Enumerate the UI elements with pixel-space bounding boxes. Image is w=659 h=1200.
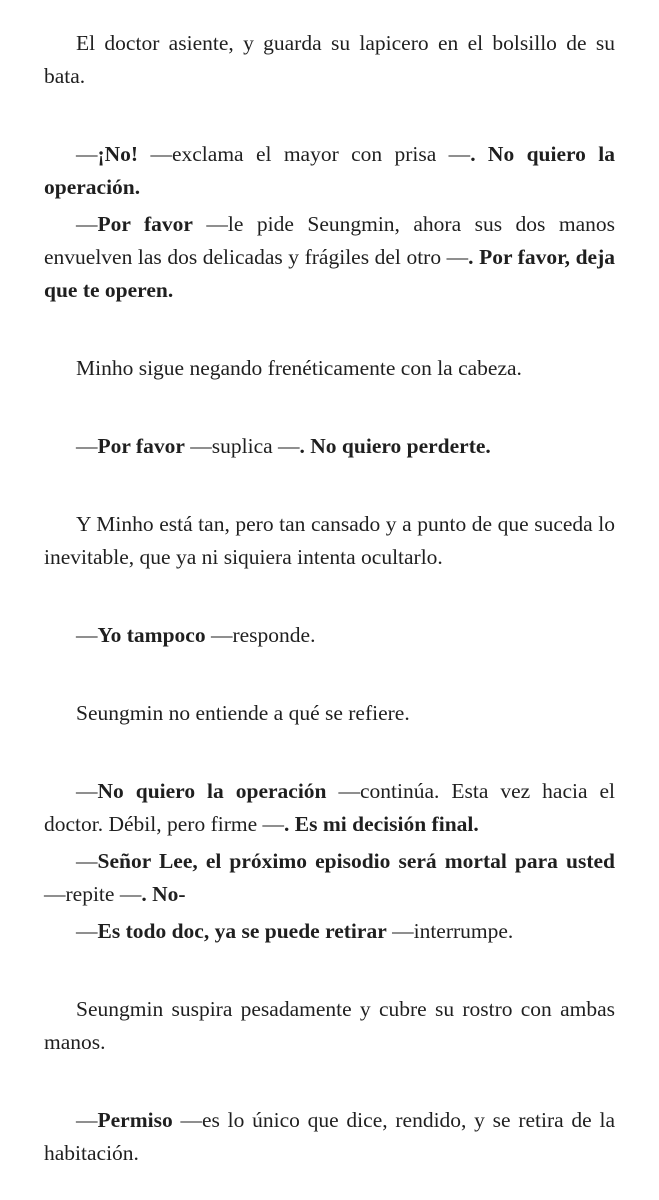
text-run: — xyxy=(76,919,98,943)
bold-text-run: . Es mi decisión final. xyxy=(284,812,479,836)
bold-text-run: ¡No! xyxy=(97,142,139,166)
text-run: — xyxy=(76,142,98,166)
paragraph xyxy=(44,508,615,574)
bold-text-run: . No- xyxy=(141,882,186,906)
text-run: — xyxy=(76,849,98,873)
text-run: —suplica — xyxy=(184,434,300,458)
paragraph xyxy=(44,138,615,204)
text-run: —responde. xyxy=(205,623,316,647)
text-run: —interrumpe. xyxy=(386,919,514,943)
bold-text-run: Es todo doc, ya se puede retirar xyxy=(97,919,387,943)
text-run: —le pide Seungmin, ahora sus dos manos envuelven las dos delicadas y frágiles del otro — xyxy=(44,212,615,269)
text-run: — xyxy=(76,212,98,236)
paragraph xyxy=(44,775,615,841)
bold-text-run: Yo tampoco xyxy=(97,623,206,647)
paragraph xyxy=(44,845,615,911)
text-run: — xyxy=(76,623,98,647)
paragraph xyxy=(44,915,615,948)
text-run: —es lo único que dice, rendido, y se retira de la habitación. xyxy=(44,1108,615,1165)
text-run: —exclama el mayor con prisa — xyxy=(138,142,471,166)
paragraph xyxy=(44,993,615,1059)
bold-text-run: No quiero la operación xyxy=(97,779,327,803)
paragraph xyxy=(44,1104,615,1170)
paragraph xyxy=(44,430,615,463)
text-run: Y Minho está tan, pero tan cansado y a punto de que suceda lo inevitable, que ya ni siquiera intenta ocultarlo. xyxy=(44,512,615,569)
text-run: — xyxy=(76,1108,98,1132)
paragraph xyxy=(44,697,615,730)
text-run: El doctor asiente, y guarda su lapicero en el bolsillo de su bata. xyxy=(44,31,615,88)
text-run: Seungmin no entiende a qué se refiere. xyxy=(76,701,410,725)
text-run: — xyxy=(76,779,98,803)
text-run: — xyxy=(76,434,98,458)
paragraph xyxy=(44,27,615,93)
bold-text-run: . Por favor, deja que te operen. xyxy=(44,245,615,302)
bold-text-run: Por favor xyxy=(97,434,185,458)
bold-text-run: . No quiero perderte. xyxy=(299,434,491,458)
paragraph xyxy=(44,208,615,307)
bold-text-run: Por favor xyxy=(97,212,193,236)
text-run: Minho sigue negando frenéticamente con la cabeza. xyxy=(76,356,522,380)
text-run: —repite — xyxy=(44,882,142,906)
text-run: Seungmin suspira pesadamente y cubre su rostro con ambas manos. xyxy=(44,997,615,1054)
bold-text-run: Permiso xyxy=(97,1108,173,1132)
text-run: —continúa. Esta vez hacia el doctor. Débil, pero firme — xyxy=(44,779,615,836)
paragraph xyxy=(44,619,615,652)
bold-text-run: Señor Lee, el próximo episodio será mortal para usted xyxy=(97,849,615,873)
paragraph xyxy=(44,352,615,385)
bold-text-run: . No quiero la operación. xyxy=(44,142,615,199)
